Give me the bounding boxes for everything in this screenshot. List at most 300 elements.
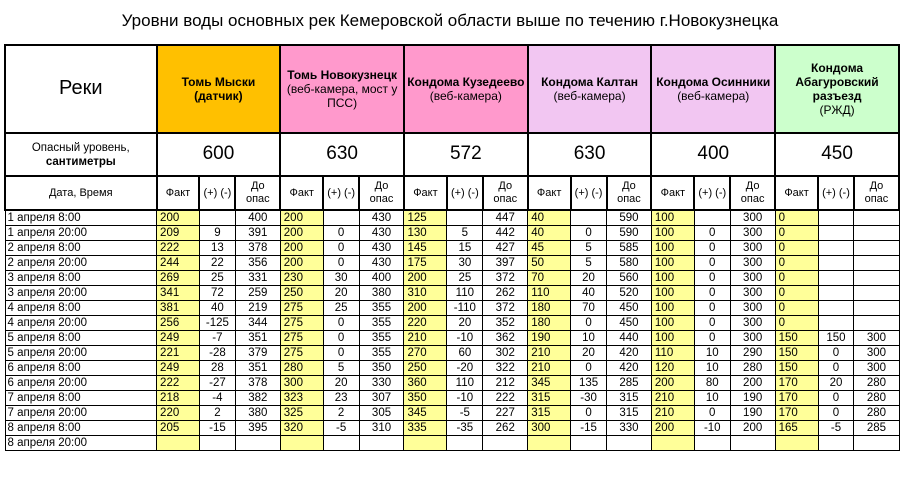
- to-danger-cell: 190: [730, 391, 775, 406]
- to-danger-cell: 259: [235, 286, 280, 301]
- fact-cell: 120: [651, 361, 694, 376]
- table-row: [5, 286, 899, 301]
- to-danger-cell: 300: [854, 361, 899, 376]
- fact-cell: 325: [280, 406, 323, 421]
- to-danger-cell: 300: [730, 241, 775, 256]
- fact-cell: [775, 436, 818, 451]
- danger-level-value: 630: [280, 133, 404, 176]
- fact-cell: 0: [775, 316, 818, 331]
- delta-cell: 5: [571, 241, 607, 256]
- to-danger-cell: [854, 316, 899, 331]
- date-cell: 1 апреля 8:00: [5, 210, 157, 226]
- delta-cell: 0: [694, 271, 730, 286]
- table-row: [5, 316, 899, 331]
- delta-cell: [818, 256, 854, 271]
- delta-cell: -7: [199, 331, 235, 346]
- table-row: [5, 376, 899, 391]
- delta-cell: 0: [694, 226, 730, 241]
- to-danger-cell: 351: [235, 331, 280, 346]
- delta-cell: [818, 210, 854, 226]
- to-danger-cell: 315: [607, 406, 652, 421]
- delta-cell: -30: [571, 391, 607, 406]
- fact-cell: 100: [651, 286, 694, 301]
- to-danger-cell: 362: [483, 331, 528, 346]
- to-danger-header: До опас: [730, 176, 775, 210]
- delta-cell: 0: [323, 226, 359, 241]
- to-danger-cell: 372: [483, 301, 528, 316]
- delta-cell: [199, 436, 235, 451]
- fact-cell: 200: [651, 421, 694, 436]
- to-danger-cell: [607, 436, 652, 451]
- to-danger-cell: 331: [235, 271, 280, 286]
- to-danger-cell: 590: [607, 210, 652, 226]
- fact-cell: 40: [528, 210, 571, 226]
- delta-cell: 10: [571, 331, 607, 346]
- fact-cell: 244: [157, 256, 200, 271]
- danger-level-value: 600: [157, 133, 281, 176]
- to-danger-cell: 190: [730, 406, 775, 421]
- date-cell: 7 апреля 8:00: [5, 391, 157, 406]
- fact-cell: 256: [157, 316, 200, 331]
- delta-cell: 13: [199, 241, 235, 256]
- to-danger-cell: 379: [235, 346, 280, 361]
- delta-cell: 20: [323, 376, 359, 391]
- fact-cell: 180: [528, 301, 571, 316]
- to-danger-cell: [235, 436, 280, 451]
- delta-cell: -110: [447, 301, 483, 316]
- delta-cell: 110: [447, 376, 483, 391]
- fact-cell: 130: [404, 226, 447, 241]
- fact-cell: 100: [651, 331, 694, 346]
- delta-cell: 40: [199, 301, 235, 316]
- fact-header: Факт: [528, 176, 571, 210]
- to-danger-cell: 430: [359, 256, 404, 271]
- fact-cell: 315: [528, 406, 571, 421]
- delta-cell: 30: [323, 271, 359, 286]
- delta-cell: 0: [571, 226, 607, 241]
- to-danger-cell: 280: [730, 361, 775, 376]
- delta-cell: 23: [323, 391, 359, 406]
- date-time-header: Дата, Время: [5, 176, 157, 210]
- to-danger-cell: 351: [235, 361, 280, 376]
- to-danger-cell: 395: [235, 421, 280, 436]
- delta-cell: -10: [447, 331, 483, 346]
- page-title: Уровни воды основных рек Кемеровской области выше по течению г.Новокузнецка: [121, 11, 779, 30]
- date-cell: 3 апреля 8:00: [5, 271, 157, 286]
- fact-cell: 275: [280, 346, 323, 361]
- delta-cell: 25: [447, 271, 483, 286]
- fact-header: Факт: [775, 176, 818, 210]
- delta-cell: 0: [323, 256, 359, 271]
- to-danger-cell: 400: [359, 271, 404, 286]
- to-danger-cell: 330: [359, 376, 404, 391]
- table-row: [5, 256, 899, 271]
- fact-cell: 165: [775, 421, 818, 436]
- fact-cell: 200: [280, 210, 323, 226]
- delta-cell: 0: [694, 316, 730, 331]
- fact-cell: 110: [651, 346, 694, 361]
- date-cell: 2 апреля 20:00: [5, 256, 157, 271]
- to-danger-cell: 352: [483, 316, 528, 331]
- fact-cell: 310: [404, 286, 447, 301]
- delta-cell: 72: [199, 286, 235, 301]
- fact-cell: 200: [157, 210, 200, 226]
- danger-level-row: [5, 133, 899, 176]
- date-cell: 5 апреля 8:00: [5, 331, 157, 346]
- delta-cell: 0: [818, 346, 854, 361]
- delta-cell: 20: [323, 286, 359, 301]
- fact-cell: 200: [280, 226, 323, 241]
- fact-cell: [404, 436, 447, 451]
- to-danger-cell: 380: [235, 406, 280, 421]
- fact-cell: [157, 436, 200, 451]
- fact-header: Факт: [157, 176, 200, 210]
- danger-level-value: 400: [651, 133, 775, 176]
- delta-cell: [571, 436, 607, 451]
- to-danger-cell: 355: [359, 346, 404, 361]
- to-danger-cell: 280: [854, 406, 899, 421]
- fact-cell: 150: [775, 361, 818, 376]
- fact-cell: 0: [775, 226, 818, 241]
- delta-cell: -5: [818, 421, 854, 436]
- to-danger-header: До опас: [483, 176, 528, 210]
- delta-cell: [818, 226, 854, 241]
- delta-cell: -35: [447, 421, 483, 436]
- subheader-row: [5, 176, 899, 210]
- rivers-header: Реки: [5, 45, 157, 133]
- to-danger-cell: 350: [359, 361, 404, 376]
- to-danger-cell: 380: [359, 286, 404, 301]
- delta-cell: 20: [571, 271, 607, 286]
- delta-header: (+) (-): [694, 176, 730, 210]
- date-cell: 3 апреля 20:00: [5, 286, 157, 301]
- delta-cell: 10: [694, 346, 730, 361]
- to-danger-cell: 382: [235, 391, 280, 406]
- date-cell: 6 апреля 8:00: [5, 361, 157, 376]
- delta-cell: 135: [571, 376, 607, 391]
- fact-cell: 315: [528, 391, 571, 406]
- fact-cell: [528, 436, 571, 451]
- delta-cell: 20: [571, 346, 607, 361]
- delta-cell: [818, 271, 854, 286]
- delta-header: (+) (-): [818, 176, 854, 210]
- station-header: Кондома Осинники (веб-камера): [651, 45, 775, 133]
- delta-cell: 60: [447, 346, 483, 361]
- delta-cell: 0: [694, 286, 730, 301]
- to-danger-cell: 300: [730, 301, 775, 316]
- fact-cell: 210: [651, 391, 694, 406]
- fact-cell: 335: [404, 421, 447, 436]
- header-row: [5, 45, 899, 133]
- fact-header: Факт: [280, 176, 323, 210]
- table-row: [5, 301, 899, 316]
- to-danger-cell: 378: [235, 376, 280, 391]
- to-danger-cell: [854, 256, 899, 271]
- date-cell: 5 апреля 20:00: [5, 346, 157, 361]
- delta-cell: 0: [323, 241, 359, 256]
- fact-cell: 200: [651, 376, 694, 391]
- to-danger-cell: 302: [483, 346, 528, 361]
- fact-cell: 269: [157, 271, 200, 286]
- to-danger-cell: 300: [730, 256, 775, 271]
- delta-cell: 0: [571, 316, 607, 331]
- to-danger-cell: 430: [359, 241, 404, 256]
- to-danger-header: До опас: [359, 176, 404, 210]
- fact-cell: 0: [775, 271, 818, 286]
- to-danger-cell: 397: [483, 256, 528, 271]
- fact-cell: 45: [528, 241, 571, 256]
- to-danger-cell: [483, 436, 528, 451]
- delta-cell: [818, 316, 854, 331]
- to-danger-cell: [854, 226, 899, 241]
- fact-cell: 180: [528, 316, 571, 331]
- delta-cell: -10: [447, 391, 483, 406]
- table-row: [5, 346, 899, 361]
- date-cell: 4 апреля 8:00: [5, 301, 157, 316]
- delta-cell: 25: [199, 271, 235, 286]
- to-danger-cell: 440: [607, 331, 652, 346]
- to-danger-cell: 585: [607, 241, 652, 256]
- danger-level-label: Опасный уровень, сантиметры: [5, 133, 157, 176]
- delta-cell: [818, 241, 854, 256]
- fact-cell: 50: [528, 256, 571, 271]
- delta-cell: 15: [447, 241, 483, 256]
- fact-cell: 220: [157, 406, 200, 421]
- to-danger-cell: 300: [730, 210, 775, 226]
- fact-cell: 100: [651, 316, 694, 331]
- delta-cell: 0: [694, 331, 730, 346]
- table-row: [5, 331, 899, 346]
- fact-cell: 250: [404, 361, 447, 376]
- danger-level-value: 630: [528, 133, 652, 176]
- fact-cell: 170: [775, 391, 818, 406]
- to-danger-cell: 400: [235, 210, 280, 226]
- delta-cell: 28: [199, 361, 235, 376]
- delta-cell: [571, 210, 607, 226]
- to-danger-cell: 200: [730, 421, 775, 436]
- delta-cell: 10: [694, 361, 730, 376]
- to-danger-cell: 520: [607, 286, 652, 301]
- fact-cell: 100: [651, 241, 694, 256]
- delta-header: (+) (-): [447, 176, 483, 210]
- to-danger-cell: [854, 210, 899, 226]
- to-danger-cell: 262: [483, 421, 528, 436]
- to-danger-cell: 310: [359, 421, 404, 436]
- danger-level-value: 572: [404, 133, 528, 176]
- delta-cell: -15: [199, 421, 235, 436]
- to-danger-cell: 447: [483, 210, 528, 226]
- to-danger-cell: 280: [854, 391, 899, 406]
- fact-cell: 300: [280, 376, 323, 391]
- fact-cell: 345: [528, 376, 571, 391]
- date-cell: 1 апреля 20:00: [5, 226, 157, 241]
- fact-cell: 230: [280, 271, 323, 286]
- to-danger-cell: [359, 436, 404, 451]
- table-row: [5, 421, 899, 436]
- delta-cell: -5: [447, 406, 483, 421]
- to-danger-cell: [730, 436, 775, 451]
- to-danger-cell: 262: [483, 286, 528, 301]
- delta-cell: 0: [818, 361, 854, 376]
- delta-cell: 5: [571, 256, 607, 271]
- delta-cell: 70: [571, 301, 607, 316]
- delta-cell: [447, 436, 483, 451]
- fact-cell: 100: [651, 301, 694, 316]
- delta-cell: [323, 436, 359, 451]
- table-row: [5, 391, 899, 406]
- delta-cell: -4: [199, 391, 235, 406]
- to-danger-cell: 372: [483, 271, 528, 286]
- fact-cell: 100: [651, 210, 694, 226]
- to-danger-cell: 355: [359, 331, 404, 346]
- to-danger-cell: 330: [607, 421, 652, 436]
- delta-cell: 20: [447, 316, 483, 331]
- danger-level-value: 450: [775, 133, 899, 176]
- delta-cell: -27: [199, 376, 235, 391]
- to-danger-cell: 344: [235, 316, 280, 331]
- fact-cell: 110: [528, 286, 571, 301]
- fact-cell: 345: [404, 406, 447, 421]
- to-danger-cell: 355: [359, 316, 404, 331]
- delta-cell: 0: [694, 406, 730, 421]
- fact-cell: 210: [404, 331, 447, 346]
- delta-cell: -15: [571, 421, 607, 436]
- to-danger-cell: 300: [730, 286, 775, 301]
- delta-cell: -28: [199, 346, 235, 361]
- fact-cell: 275: [280, 331, 323, 346]
- delta-cell: 2: [323, 406, 359, 421]
- to-danger-cell: 300: [730, 316, 775, 331]
- to-danger-cell: [854, 301, 899, 316]
- date-cell: 7 апреля 20:00: [5, 406, 157, 421]
- delta-cell: 40: [571, 286, 607, 301]
- fact-cell: 270: [404, 346, 447, 361]
- delta-cell: 0: [694, 256, 730, 271]
- to-danger-cell: 430: [359, 210, 404, 226]
- delta-cell: [694, 436, 730, 451]
- station-header: Кондома Калтан (веб-камера): [528, 45, 652, 133]
- fact-cell: 381: [157, 301, 200, 316]
- fact-cell: 320: [280, 421, 323, 436]
- fact-cell: 221: [157, 346, 200, 361]
- fact-cell: 323: [280, 391, 323, 406]
- to-danger-cell: 219: [235, 301, 280, 316]
- table-row: [5, 406, 899, 421]
- to-danger-cell: 305: [359, 406, 404, 421]
- fact-cell: 70: [528, 271, 571, 286]
- fact-cell: [651, 436, 694, 451]
- to-danger-cell: [854, 271, 899, 286]
- fact-cell: 360: [404, 376, 447, 391]
- to-danger-cell: 590: [607, 226, 652, 241]
- fact-cell: 220: [404, 316, 447, 331]
- fact-cell: 205: [157, 421, 200, 436]
- to-danger-cell: 222: [483, 391, 528, 406]
- to-danger-cell: 290: [730, 346, 775, 361]
- delta-cell: -5: [323, 421, 359, 436]
- table-row: [5, 241, 899, 256]
- fact-cell: 250: [280, 286, 323, 301]
- fact-cell: 175: [404, 256, 447, 271]
- fact-cell: 0: [775, 256, 818, 271]
- to-danger-cell: 212: [483, 376, 528, 391]
- delta-cell: [199, 210, 235, 226]
- fact-cell: 222: [157, 376, 200, 391]
- fact-cell: [280, 436, 323, 451]
- delta-cell: 2: [199, 406, 235, 421]
- fact-cell: 170: [775, 376, 818, 391]
- fact-cell: 100: [651, 271, 694, 286]
- to-danger-cell: 430: [359, 226, 404, 241]
- to-danger-cell: 300: [730, 226, 775, 241]
- to-danger-cell: 356: [235, 256, 280, 271]
- delta-cell: [818, 286, 854, 301]
- delta-cell: 80: [694, 376, 730, 391]
- to-danger-cell: 355: [359, 301, 404, 316]
- delta-cell: 110: [447, 286, 483, 301]
- to-danger-cell: 450: [607, 301, 652, 316]
- to-danger-cell: 300: [730, 331, 775, 346]
- to-danger-cell: 300: [730, 271, 775, 286]
- fact-cell: 0: [775, 241, 818, 256]
- fact-cell: 200: [404, 301, 447, 316]
- fact-cell: 341: [157, 286, 200, 301]
- station-header: Томь Новокузнецк (веб-камера, мост у ПСС): [280, 45, 404, 133]
- fact-cell: 145: [404, 241, 447, 256]
- delta-cell: 0: [818, 391, 854, 406]
- delta-cell: 0: [694, 241, 730, 256]
- fact-cell: 210: [528, 361, 571, 376]
- date-cell: 8 апреля 8:00: [5, 421, 157, 436]
- fact-cell: 275: [280, 301, 323, 316]
- delta-cell: 0: [323, 346, 359, 361]
- fact-cell: 200: [280, 241, 323, 256]
- delta-cell: 0: [571, 361, 607, 376]
- fact-cell: 218: [157, 391, 200, 406]
- delta-cell: 10: [694, 391, 730, 406]
- to-danger-header: До опас: [854, 176, 899, 210]
- fact-cell: 100: [651, 226, 694, 241]
- delta-cell: 0: [323, 316, 359, 331]
- to-danger-cell: 285: [607, 376, 652, 391]
- to-danger-cell: 427: [483, 241, 528, 256]
- delta-cell: 25: [323, 301, 359, 316]
- fact-header: Факт: [651, 176, 694, 210]
- delta-cell: 0: [694, 301, 730, 316]
- fact-cell: 100: [651, 256, 694, 271]
- fact-cell: 210: [528, 346, 571, 361]
- to-danger-cell: 300: [854, 331, 899, 346]
- delta-cell: 22: [199, 256, 235, 271]
- to-danger-cell: 450: [607, 316, 652, 331]
- to-danger-cell: 420: [607, 361, 652, 376]
- fact-cell: 249: [157, 361, 200, 376]
- delta-cell: -125: [199, 316, 235, 331]
- date-cell: 4 апреля 20:00: [5, 316, 157, 331]
- to-danger-cell: 307: [359, 391, 404, 406]
- station-header: Кондома Кузедеево (веб-камера): [404, 45, 528, 133]
- delta-cell: 30: [447, 256, 483, 271]
- fact-cell: 222: [157, 241, 200, 256]
- station-header: Томь Мыски (датчик): [157, 45, 281, 133]
- table-row: [5, 436, 899, 451]
- fact-cell: 0: [775, 301, 818, 316]
- fact-cell: 190: [528, 331, 571, 346]
- to-danger-cell: 322: [483, 361, 528, 376]
- to-danger-header: До опас: [235, 176, 280, 210]
- fact-cell: 210: [651, 406, 694, 421]
- to-danger-cell: [854, 436, 899, 451]
